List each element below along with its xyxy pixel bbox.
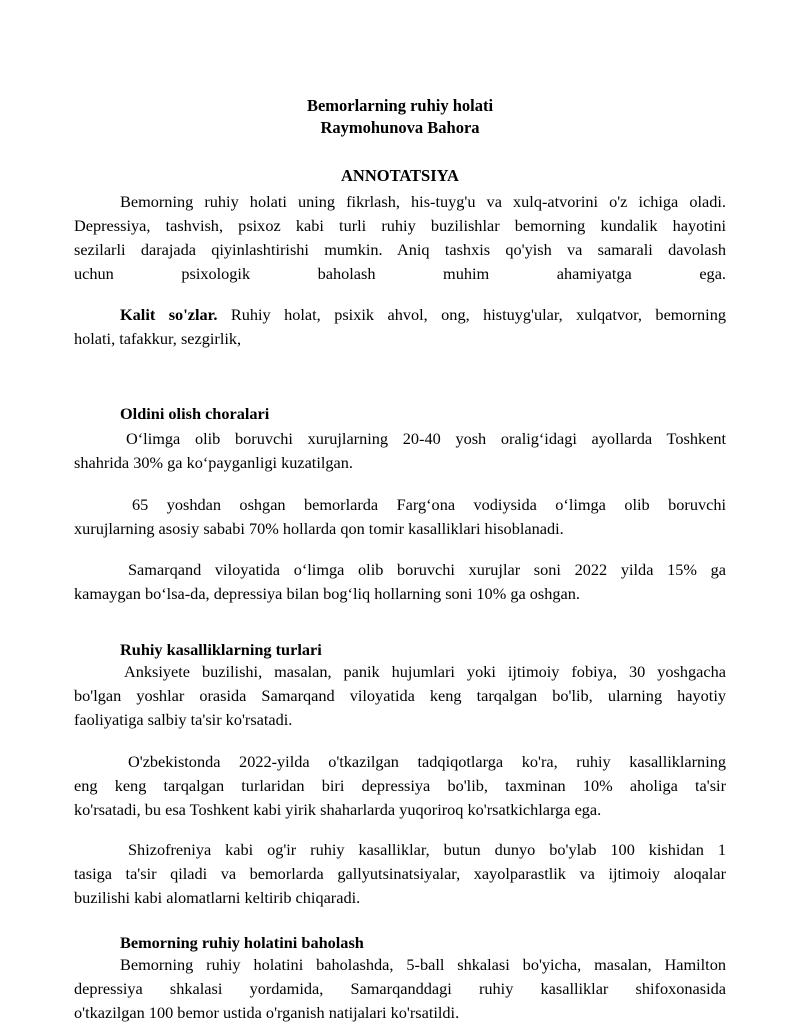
abstract-line: Bemorning ruhiy holati uning fikrlash, his-tuyg'u va xulq-atvorini o'z ichiga oladi. bbox=[120, 192, 726, 211]
paragraph-line: depressiya shkalasi yordamida, Samarqanddagi ruhiy kasalliklar shifoxonasida bbox=[74, 979, 726, 998]
paragraph-line: O'zbekistonda 2022-yilda o'tkazilgan tadqiqotlarga ko'ra, ruhiy kasalliklarning bbox=[128, 752, 726, 771]
paragraph-line: buzilishi kabi alomatlarni keltirib chiqaradi. bbox=[74, 888, 361, 907]
section2-paragraph-3 bbox=[74, 838, 726, 910]
paragraph-line: O‘limga olib boruvchi xurujlarning 20-40 yosh oralig‘idagi ayollarda Toshkent bbox=[126, 429, 726, 448]
paragraph-line: shahrida 30% ga ko‘payganligi kuzatilgan. bbox=[74, 453, 353, 472]
section2-paragraph-1 bbox=[74, 660, 726, 732]
author-name: Raymohunova Bahora bbox=[320, 118, 480, 137]
abstract-line: sezilarli darajada qiyinlashtirishi mumkin. Aniq tashxis qo'yish va samarali davolash bbox=[74, 240, 726, 259]
paragraph-line: eng keng tarqalgan turlaridan biri depressiya bo'lib, taxminan 10% aholiga ta'sir bbox=[74, 776, 726, 795]
keywords-paragraph bbox=[74, 303, 726, 351]
paragraph-line: o'tkazilgan 100 bemor ustida o'rganish natijalari ko'rsatildi. bbox=[74, 1003, 460, 1022]
section1-paragraph-3 bbox=[74, 558, 726, 606]
section-heading-prevention: Oldini olish choralari bbox=[120, 404, 270, 423]
keywords-label: Kalit so'zlar. bbox=[120, 305, 218, 324]
keywords-line: holati, tafakkur, sezgirlik, bbox=[74, 329, 242, 348]
paragraph-line: Bemorning ruhiy holatini baholashda, 5-ball shkalasi bo'yicha, masalan, Hamilton bbox=[120, 955, 726, 974]
section-heading-disease-types: Ruhiy kasalliklarning turlari bbox=[120, 640, 322, 659]
paragraph-line: ko'rsatadi, bu esa Toshkent kabi yirik shaharlarda yuqoriroq ko'rsatkichlarga ega. bbox=[74, 800, 602, 819]
paragraph-line: kamaygan bo‘lsa-da, depressiya bilan bog‘liq hollarning soni 10% ga oshgan. bbox=[74, 584, 580, 603]
paragraph-line: faoliyatiga salbiy ta'sir ko'rsatadi. bbox=[74, 710, 293, 729]
keywords-text: Ruhiy holat, psixik ahvol, ong, histuyg'ular, xulqatvor, bemorning bbox=[230, 305, 726, 324]
abstract-line: uchun psixologik baholash muhim ahamiyatga ega. bbox=[74, 264, 726, 283]
section2-paragraph-2 bbox=[74, 750, 726, 822]
paragraph-line: Shizofreniya kabi og'ir ruhiy kasalliklar, butun dunyo bo'ylab 100 kishidan 1 bbox=[128, 840, 726, 859]
paragraph-line: Samarqand viloyatida o‘limga olib boruvchi xurujlar soni 2022 yilda 15% ga bbox=[128, 560, 726, 579]
paragraph-line: xurujlarning asosiy sababi 70% hollarda qon tomir kasalliklari hisoblanadi. bbox=[74, 519, 564, 538]
paragraph-line: Anksiyete buzilishi, masalan, panik hujumlari yoki ijtimoiy fobiya, 30 yoshgacha bbox=[124, 662, 726, 681]
section1-paragraph-1 bbox=[74, 427, 726, 475]
document-title: Bemorlarning ruhiy holati bbox=[306, 96, 494, 115]
section3-paragraph-1 bbox=[74, 953, 726, 1025]
abstract-heading: ANNOTATSIYA bbox=[341, 166, 459, 185]
section1-paragraph-2 bbox=[74, 493, 726, 541]
paragraph-line: tasiga ta'sir qiladi va bemorlarda gallyutsinatsiyalar, xayolparastlik va ijtimoiy aloqalar bbox=[74, 864, 726, 883]
paragraph-line: 65 yoshdan oshgan bemorlarda Farg‘ona vodiysida o‘limga olib boruvchi bbox=[132, 495, 726, 514]
keywords-line bbox=[74, 303, 726, 327]
section-heading-assessment: Bemorning ruhiy holatini baholash bbox=[120, 933, 364, 952]
paragraph-line: bo'lgan yoshlar orasida Samarqand viloyatida keng tarqalgan bo'lib, ularning hayotiy bbox=[74, 686, 726, 705]
abstract-paragraph bbox=[74, 190, 726, 286]
abstract-line: Depressiya, tashvish, psixoz kabi turli ruhiy buzilishlar bemorning kundalik hayotini bbox=[74, 216, 726, 235]
